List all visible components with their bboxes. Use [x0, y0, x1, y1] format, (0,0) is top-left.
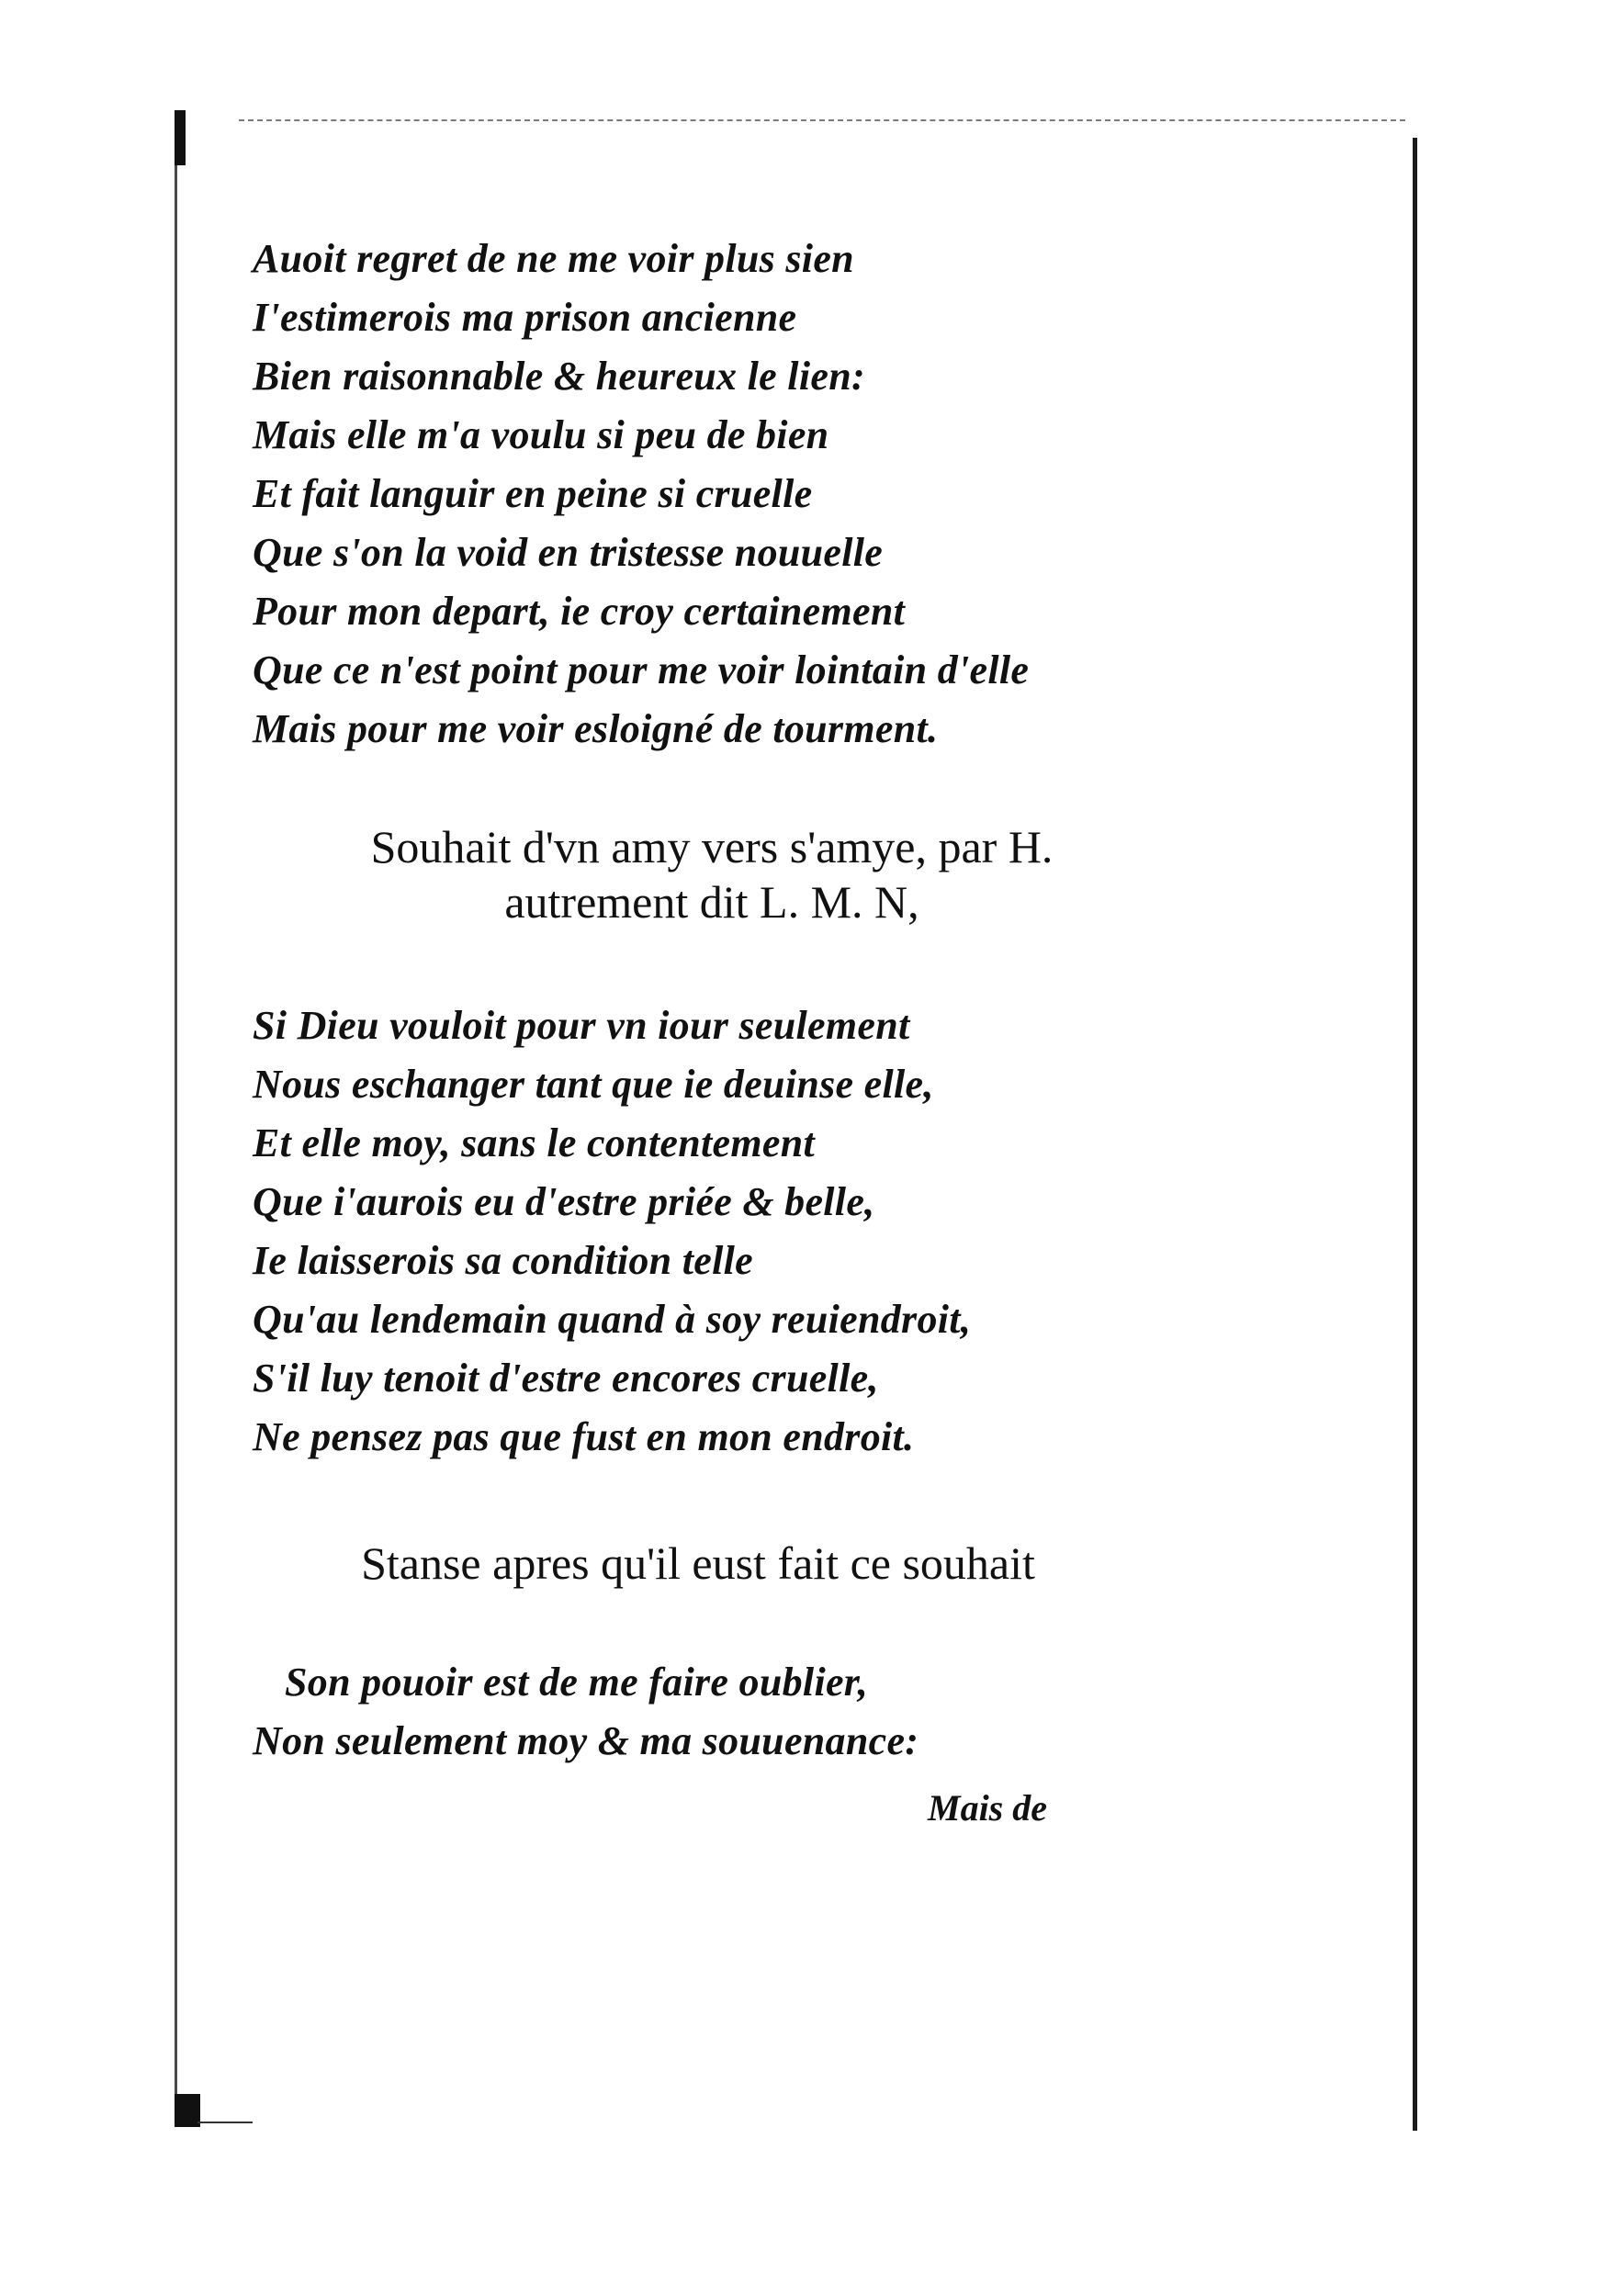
verse-line: Auoit regret de ne me voir plus sien	[253, 236, 854, 281]
stanza-3	[253, 1653, 1171, 1771]
verse-line: I'estimerois ma prison ancienne	[253, 295, 797, 340]
verse-line: Non seulement moy & ma souuenance:	[253, 1718, 919, 1763]
verse-line: Mais pour me voir esloigné de tourment.	[253, 706, 939, 751]
page-right-edge	[1405, 138, 1417, 2131]
heading-line: Stanse apres qu'il eust fait ce souhait	[361, 1537, 1035, 1589]
heading-line: autrement dit L. M. N,	[504, 876, 919, 928]
verse-line: Que i'aurois eu d'estre priée & belle,	[253, 1179, 875, 1224]
verse-line: Qu'au lendemain quand à soy reuiendroit,	[253, 1297, 972, 1342]
heading-line: Souhait d'vn amy vers s'amye, par H.	[370, 821, 1054, 872]
verse-line: Que ce n'est point pour me voir lointain d'elle	[253, 647, 1030, 692]
poem-heading-2	[239, 1536, 1157, 1591]
verse-line: Et fait languir en peine si cruelle	[253, 471, 813, 516]
verse-line: Pour mon depart, ie croy certainement	[253, 589, 906, 634]
poem-heading-1	[253, 819, 1171, 929]
verse-line: Ne pensez pas que fust en mon endroit.	[253, 1414, 915, 1459]
verse-line: Que s'on la void en tristesse nouuelle	[253, 530, 884, 575]
verse-line: Si Dieu vouloit pour vn iour seulement	[253, 1003, 910, 1048]
verse-line: Mais elle m'a voulu si peu de bien	[253, 412, 829, 457]
page-bottom-corner-mark	[175, 2094, 200, 2127]
page-bottom-edge	[197, 2122, 253, 2123]
catchword: Mais de	[928, 1787, 1047, 1829]
verse-line: Nous eschanger tant que ie deuinse elle,	[253, 1062, 934, 1107]
verse-line: Ie laisserois sa condition telle	[253, 1238, 753, 1283]
stanza-2	[253, 996, 1171, 1467]
page-left-edge	[175, 110, 186, 2122]
verse-line: S'il luy tenoit d'estre encores cruelle,	[253, 1356, 879, 1401]
stanza-1	[253, 230, 1171, 759]
verse-line: Son pouoir est de me faire oublier,	[285, 1660, 869, 1705]
verse-line: Et elle moy, sans le contentement	[253, 1120, 815, 1165]
page-left-edge-mark	[175, 110, 186, 165]
page-top-edge	[239, 119, 1405, 121]
verse-line: Bien raisonnable & heureux le lien:	[253, 354, 865, 399]
